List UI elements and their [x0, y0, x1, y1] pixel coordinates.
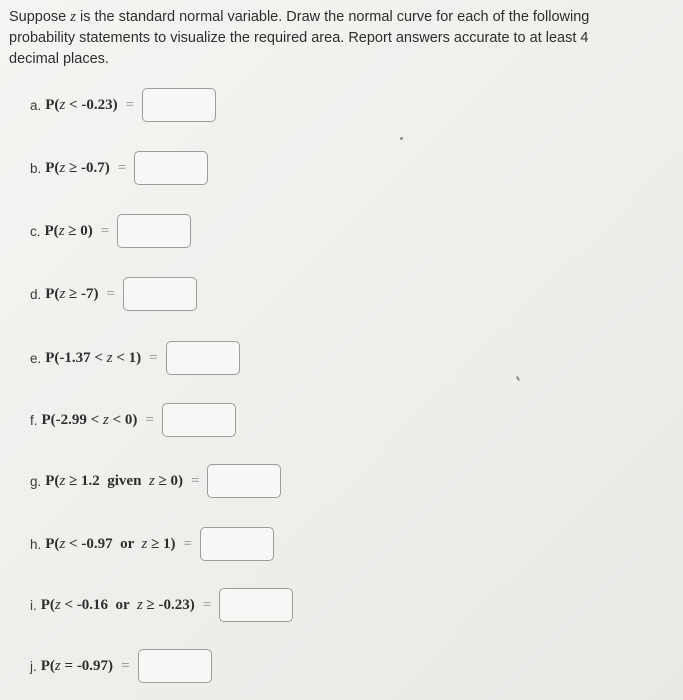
question-h — [30, 527, 274, 561]
answer-input-f[interactable] — [162, 403, 236, 437]
question-letter: c. — [30, 223, 41, 239]
question-letter: f. — [30, 412, 38, 428]
speck-mark — [400, 137, 403, 140]
question-letter: d. — [30, 286, 42, 302]
speck-mark — [516, 376, 520, 381]
equals-sign: = — [117, 159, 127, 176]
probability-expression: P(-2.99 < z < 0) — [41, 411, 138, 428]
question-c — [30, 214, 191, 248]
z-variable: z — [70, 9, 76, 25]
equals-sign: = — [121, 657, 130, 674]
answer-input-b[interactable] — [134, 151, 208, 185]
question-letter: g. — [30, 473, 42, 489]
question-g — [30, 464, 281, 498]
equals-sign: = — [106, 285, 115, 302]
probability-expression: P(z ≥ -7) — [45, 285, 99, 302]
question-letter: b. — [30, 160, 42, 176]
instructions-text: Suppose z is the standard normal variable. Draw the normal curve for each of the following probability statements to visualize the required area. Report answers accurate to at least 4 decimal places. — [9, 9, 590, 67]
answer-input-i[interactable] — [219, 588, 293, 622]
question-letter: e. — [30, 350, 42, 366]
question-i — [30, 588, 293, 622]
question-d — [30, 277, 197, 311]
probability-expression: P(z ≥ -0.7) — [45, 159, 110, 176]
question-j — [30, 649, 212, 683]
question-b — [30, 151, 208, 185]
question-letter: i. — [30, 597, 37, 613]
answer-input-a[interactable] — [142, 88, 216, 122]
question-letter: a. — [30, 97, 42, 113]
probability-expression: P(z = -0.97) — [40, 657, 114, 674]
probability-expression: P(z ≥ 1.2 given z ≥ 0) — [45, 472, 184, 489]
answer-input-h[interactable] — [200, 527, 274, 561]
equals-sign: = — [191, 472, 200, 489]
probability-expression: P(-1.37 < z < 1) — [45, 349, 142, 366]
equals-sign: = — [125, 96, 135, 113]
probability-expression: P(z < -0.97 or z ≥ 1) — [45, 535, 176, 552]
equals-sign: = — [149, 349, 158, 366]
probability-expression: P(z ≥ 0) — [44, 222, 93, 239]
answer-input-j[interactable] — [138, 649, 212, 683]
equals-sign: = — [145, 411, 154, 428]
question-letter: j. — [30, 658, 37, 674]
equals-sign: = — [100, 222, 110, 239]
question-f — [30, 403, 236, 437]
equals-sign: = — [183, 535, 193, 552]
question-e — [30, 341, 240, 375]
question-a — [30, 88, 216, 122]
answer-input-e[interactable] — [166, 341, 240, 375]
equals-sign: = — [202, 596, 212, 613]
probability-expression: P(z < -0.16 or z ≥ -0.23) — [40, 596, 195, 613]
probability-expression: P(z < -0.23) — [45, 96, 118, 113]
question-letter: h. — [30, 536, 42, 552]
answer-input-g[interactable] — [207, 464, 281, 498]
answer-input-d[interactable] — [123, 277, 197, 311]
answer-input-c[interactable] — [117, 214, 191, 248]
